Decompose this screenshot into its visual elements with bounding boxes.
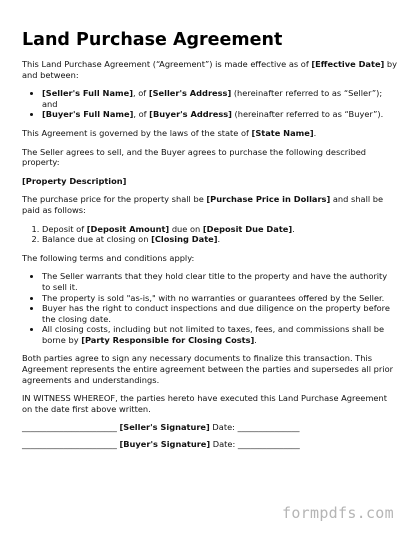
state-name-field: [State Name] <box>251 127 314 138</box>
document-body <box>22 30 398 456</box>
deposit-date-field: [Deposit Due Date] <box>202 223 293 234</box>
payment-text: Balance due at closing on <box>42 234 152 245</box>
party-text: , of <box>133 109 150 120</box>
term-item <box>42 293 398 304</box>
price-text: The purchase price for the property shall be <box>22 194 207 205</box>
property-description-paragraph <box>22 176 398 187</box>
seller-address-field: [Seller's Address] <box>148 88 232 99</box>
date-blank[interactable]: _______________ <box>237 422 300 433</box>
closing-date-field: [Closing Date] <box>151 234 218 245</box>
party-seller <box>42 88 398 109</box>
signature-blank[interactable]: _______________________ <box>22 439 117 450</box>
document-title: Land Purchase Agreement <box>22 30 283 50</box>
purchase-price-field: [Purchase Price in Dollars] <box>206 194 331 205</box>
intro-text: This Land Purchase Agreement (“Agreement”) is made effective as of <box>22 59 312 69</box>
finalize-paragraph: Both parties agree to sign any necessary documents to finalize this transaction. This Agreement represents the entire agreement between the parties and supersedes all prior agreements and understandings. <box>22 353 394 385</box>
party-text: , of <box>133 88 149 99</box>
property-description-field: [Property Description] <box>22 175 127 186</box>
signature-blank[interactable]: _______________________ <box>22 422 117 433</box>
agree-paragraph: The Seller agrees to sell, and the Buyer agrees to purchase the following described property: <box>22 146 367 168</box>
buyer-address-field: [Buyer's Address] <box>149 109 232 120</box>
payment-text: . <box>292 223 295 234</box>
seller-signature-label: [Seller's Signature] <box>119 422 210 433</box>
intro-paragraph <box>22 59 398 80</box>
term-item <box>42 271 398 292</box>
buyer-signature-line <box>22 439 398 450</box>
governing-text-end: . <box>313 127 317 138</box>
closing-costs-party-field: [Party Responsible for Closing Costs] <box>81 334 255 345</box>
intro-text-end: by and between: <box>22 59 398 80</box>
terms-list <box>22 271 398 345</box>
term-text: The Seller warrants that they hold clear title to the property and have the authority to sell it. <box>42 271 388 292</box>
payment-text: . <box>217 234 221 245</box>
party-buyer <box>42 109 398 120</box>
payment-item-balance <box>42 234 398 245</box>
payment-list <box>22 224 398 245</box>
price-text-end: and shall be paid as follows: <box>22 194 384 215</box>
seller-signature-line <box>22 422 398 433</box>
deposit-amount-field: [Deposit Amount] <box>86 223 170 234</box>
parties-list <box>22 88 398 120</box>
payment-item-deposit <box>42 224 398 235</box>
payment-text: Deposit of <box>42 223 87 234</box>
term-text: Buyer has the right to conduct inspections and due diligence on the property before the closing date. <box>42 303 390 324</box>
term-item <box>42 303 398 324</box>
buyer-signature-label: [Buyer's Signature] <box>119 439 211 450</box>
witness-paragraph: IN WITNESS WHEREOF, the parties hereto have executed this Land Purchase Agreement on the date first above written. <box>22 393 387 414</box>
term-text: The property is sold "as-is," with no warranties or guarantees offered by the Seller. <box>42 292 385 303</box>
governing-law-paragraph <box>22 128 398 139</box>
effective-date-field: [Effective Date] <box>311 59 385 69</box>
term-item <box>42 324 398 345</box>
seller-name-field: [Seller's Full Name] <box>42 88 133 99</box>
term-text: All closing costs, including but not limited to taxes, fees, and commissions shall be borne by <box>42 324 385 345</box>
party-text: (hereinafter referred to as “Seller”); and <box>42 88 383 109</box>
term-text-end: . <box>254 334 257 345</box>
date-label: Date: <box>210 439 238 450</box>
price-paragraph <box>22 194 398 215</box>
party-text: (hereinafter referred to as “Buyer”). <box>231 109 384 120</box>
date-blank[interactable]: _______________ <box>237 439 300 450</box>
watermark-logo: formpdfs.com <box>282 504 394 522</box>
buyer-name-field: [Buyer's Full Name] <box>42 109 134 120</box>
governing-text: This Agreement is governed by the laws of the state of <box>22 127 252 138</box>
payment-text: due on <box>169 223 203 234</box>
terms-intro: The following terms and conditions apply: <box>22 252 195 263</box>
date-label: Date: <box>209 422 238 433</box>
